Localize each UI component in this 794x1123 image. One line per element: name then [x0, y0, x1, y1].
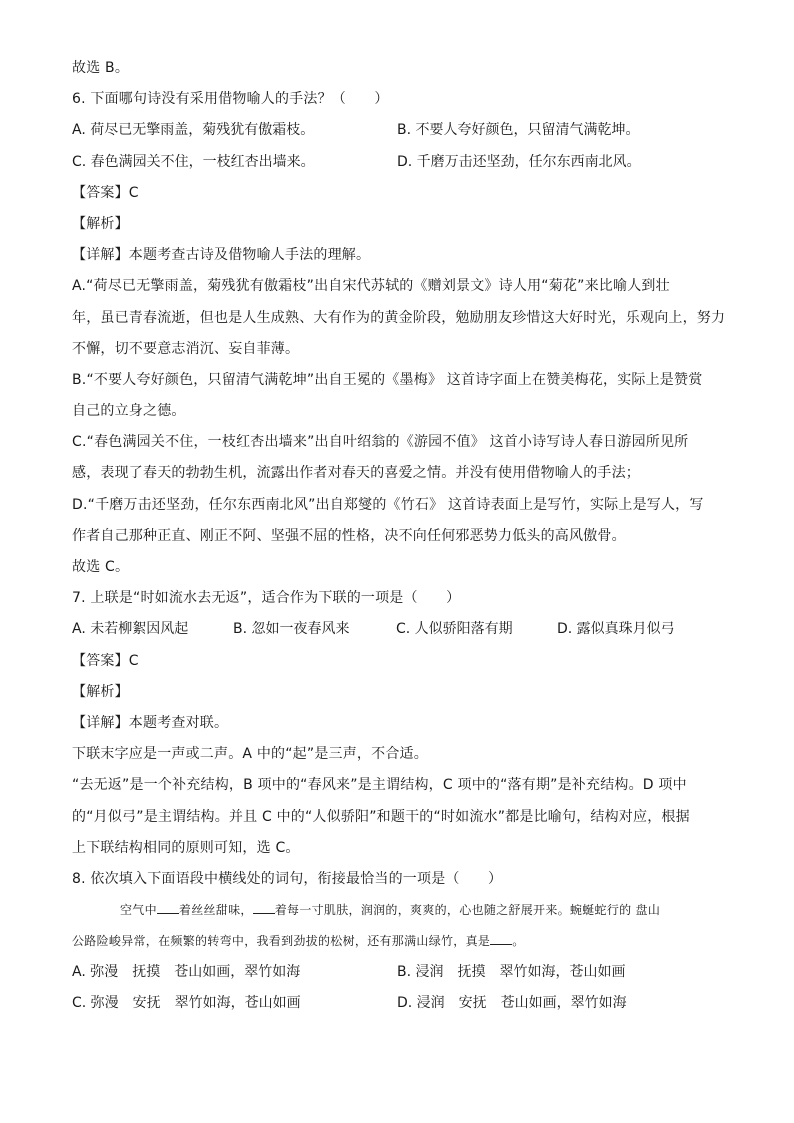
question-8-passage-line-1: [72, 900, 722, 920]
question-6-explanation-b-line-1: B.“不要人夸好颜色，只留清气满乾坤”出自王冕的《墨梅》 这首诗字面上在赞美梅花，实际上是赞赏: [72, 371, 703, 388]
blank-1: [157, 900, 179, 914]
question-7-options-row: [72, 619, 722, 639]
question-6-option-d: D. 千磨万击还坚劲，任尔东西南北风。: [397, 153, 641, 170]
passage-text-2a: 公路险峻异常，在频繁的转弯中，我看到劲拔的松树，还有那满山绿竹，真是: [72, 934, 491, 949]
question-7-answer: 【答案】C: [72, 652, 139, 669]
question-6-option-c: C. 春色满园关不住，一枝红杏出墙来。: [72, 153, 315, 170]
question-8-stem: 8. 依次填入下面语段中横线处的词句，衔接最恰当的一项是（ ）: [72, 870, 503, 887]
passage-text-1a: 空气中: [120, 903, 157, 918]
question-6-answer: 【答案】C: [72, 184, 139, 201]
question-8-option-a: A. 弥漫 抚摸 苍山如画，翠竹如海: [72, 964, 301, 981]
question-8-options-row-2: [72, 993, 722, 1013]
blank-2: [253, 900, 275, 914]
question-6-conclusion: 故选 C。: [72, 559, 130, 575]
question-6-options-row-1: [72, 120, 722, 140]
question-8-option-d: D. 浸润 安抚 苍山如画，翠竹如海: [397, 995, 627, 1012]
question-8-option-c: C. 弥漫 安抚 翠竹如海，苍山如画: [72, 995, 301, 1012]
question-8-options-row-1: [72, 962, 722, 982]
question-7-detail: 【详解】本题考查对联。: [72, 714, 229, 731]
blank-3: [490, 931, 512, 945]
question-6-explanation-a-line-2: 年，虽已青春流逝，但也是人生成熟、大有作为的黄金阶段，勉励朋友珍惜这大好时光，乐观向上，努力: [72, 309, 726, 326]
question-6-explanation-c-line-2: 感，表现了春天的勃勃生机，流露出作者对春天的喜爱之情。并没有使用借物喻人的手法；: [72, 465, 640, 482]
question-6-option-a: A. 荷尽已无擎雨盖，菊残犹有傲霜枝。: [72, 122, 315, 139]
question-7-explanation-line-2: “去无返”是一个补充结构，B 项中的“春风来”是主谓结构，C 项中的“落有期”是补充结构。D 项中: [72, 777, 687, 794]
question-6-option-b: B. 不要人夸好颜色，只留清气满乾坤。: [397, 122, 640, 139]
question-6-detail: 【详解】本题考查古诗及借物喻人手法的理解。: [72, 247, 371, 264]
question-7-explanation-line-3: 的“月似弓”是主谓结构。并且 C 中的“人似骄阳”和题干的“时如流水”都是比喻句，结构对应，根据: [72, 808, 690, 825]
question-7-explanation-line-1: 下联末字应是一声或二声。A 中的“起”是三声，不合适。: [72, 746, 428, 763]
passage-text-1b: 着丝丝甜味，: [178, 903, 253, 918]
question-7-option-c: C. 人似骄阳落有期: [396, 621, 513, 638]
passage-text-2b: 。: [512, 934, 525, 949]
document-page: [72, 58, 726, 1025]
question-6-explanation-c-line-1: C.“春色满园关不住，一枝红杏出墙来”出自叶绍翁的《游园不值》 这首小诗写诗人春日游园所见所: [72, 434, 689, 451]
question-7-option-a: A. 未若柳絮因风起: [72, 621, 189, 638]
question-7-stem: 7. 上联是“时如流水去无返”，适合作为下联的一项是（ ）: [72, 590, 461, 607]
question-6-explanation-a-line-3: 不懈，切不要意志消沉、妄自菲薄。: [72, 340, 300, 357]
question-6-stem: 6. 下面哪句诗没有采用借物喻人的手法？（ ）: [72, 91, 389, 108]
question-8-passage-line-2: [72, 931, 722, 951]
passage-text-1c: 着每一寸肌肤，润润的，爽爽的，心也随之舒展开来。蜿蜒蛇行的 盘山: [274, 903, 661, 918]
question-6-explanation-d-line-1: D.“千磨万击还坚劲，任尔东西南北风”出自郑燮的《竹石》 这首诗表面上是写竹，实际上是写人，写: [72, 496, 704, 513]
question-6-options-row-2: [72, 152, 722, 172]
question-6-explanation-a-line-1: A.“荷尽已无擎雨盖，菊残犹有傲霜枝”出自宋代苏轼的《赠刘景文》诗人用“菊花”来比喻人到壮: [72, 278, 670, 295]
question-6-explanation-b-line-2: 自己的立身之德。: [72, 403, 186, 420]
question-7-explanation-line-4: 上下联结构相同的原则可知，选 C。: [72, 839, 300, 856]
question-8-passage: [72, 900, 722, 951]
question-6-analysis-heading: 【解析】: [72, 215, 129, 232]
question-7-option-d: D. 露似真珠月似弓: [557, 621, 675, 638]
question-8-option-b: B. 浸润 抚摸 翠竹如海，苍山如画: [397, 964, 626, 981]
question-6-explanation-d-line-2: 作者自己那种正直、刚正不阿、坚强不屈的性格，决不向任何邪恶势力低头的高风傲骨。: [72, 527, 626, 544]
question-7-option-b: B. 忽如一夜春风来: [233, 621, 350, 638]
previous-conclusion: 故选 B。: [72, 60, 130, 76]
question-7-analysis-heading: 【解析】: [72, 683, 129, 700]
